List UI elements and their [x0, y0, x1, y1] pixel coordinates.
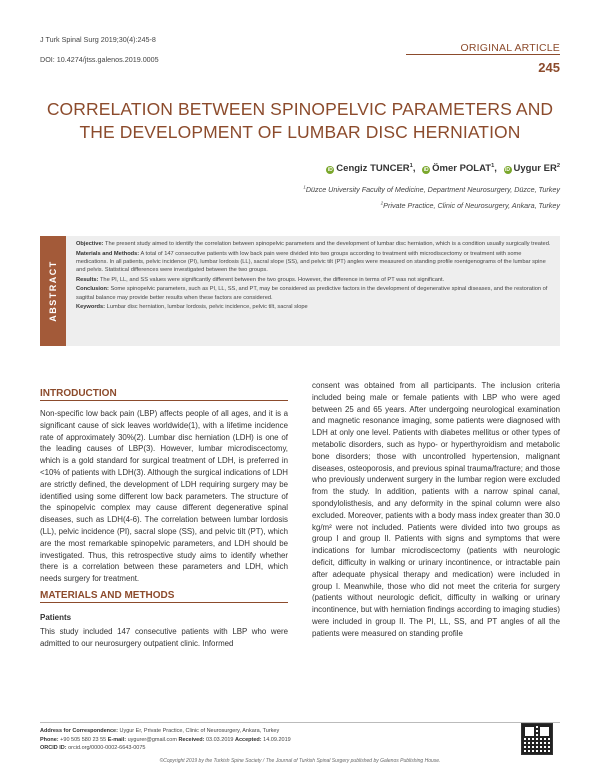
right-column-paragraph: consent was obtained from all participants. The inclusion criteria included being male or female patients with LBP who were aged between 25 and 65 years. After undergoing neurological examination and magnetic resonance imaging, some patients were diagnosed with LDH at only one level. Patients with diabetes mellitus or other types of metabolic disorders, such as hypo- or hyperthyroidism and metabolic bone disorders; those with uncontrolled hypertension, malignant diseases, osteoporosis, and previous spinal trauma/fracture; and those who previously underwent surgery in the lumbar region were excluded from the study. In addition, patients with a narrow spinal canal, spondylolisthesis, and any deformity in the spinal column were also excluded. Moreover, patients with a body mass index greater than 30.0 kg/m² were not included. Patients were divided into two groups as group I and group II. Patients with signs and symptoms that were indications for lumbar microdiscectomy (patients with neurologic deficit, difficulty in walking or urinary incontinence, or intractable pain after adequate physical therapy and medication) were included in group I. Meanwhile, those who did not meet the criteria for surgery (patients without neurologic deficit, difficulty in walking or urinary incontinence, but with herniation findings according to imaging studies) were included in group II. The PI, LL, SS, and PT angles of all the patients were measured on standing profile [312, 381, 560, 638]
introduction-rule [40, 400, 288, 401]
methods-label: Materials and Methods: [76, 250, 140, 257]
keywords-text: Lumbar disc herniation, lumbar lordosis, pelvic incidence, pelvic tilt, sacral slope [106, 304, 308, 311]
objective-label: Objective: [76, 241, 104, 247]
author-name: Uygur ER [513, 163, 557, 174]
journal-doi: DOI: 10.4274/jtss.galenos.2019.0005 [40, 55, 159, 64]
article-type: ORIGINAL ARTICLE [460, 42, 560, 54]
introduction-paragraph: Non-specific low back pain (LBP) affects people of all ages, and it is a significant cause of sick leaves worldwide(1), with a lifetime incidence rate of approximately 30%(2). Lumbar disc herniation (LDH) is one of the leading causes of LBP(3). However, lumbar microdiscectomy, which is a gold standard for surgical treatment of LDH, is preferred in <10% of patients with LDH(3). Although the surgical indications of LDH are strictly defined, the development of LDH requiring surgery may be identified using some different low back parameters. The structure of the spinopelvic complex may cause different degenerative spinal diseases, such as LDH(4-6). The correlation between lumbar lordosis (LL), pelvic incidence (PI), sacral slope (SS), and pelvic tilt (PT), which are the most remarkable spinopelvic parameters, and LDH should be investigated. Thus, this retrospective study aims to identify whether there is a correlation between these parameters and LDH, which needs surgery for treatment. [40, 409, 288, 584]
orcid-icon[interactable]: iD [423, 167, 429, 173]
journal-citation: J Turk Spinal Surg 2019;30(4):245-8 [40, 35, 156, 44]
article-type-block [461, 42, 560, 75]
results-label: Results: [76, 276, 99, 283]
results-text: The PI, LL, and SS values were significantly different between the two groups. However, the difference in terms of PT was not significant. [99, 276, 445, 283]
affiliation-text: Düzce University Faculty of Medicine, Department Neurosurgery, Düzce, Turkey [305, 185, 560, 194]
abstract-tab-label: ABSTRACT [48, 260, 58, 322]
conclusion-label: Conclusion: [76, 286, 109, 293]
corr-text: Uygur Er, Private Practice, Clinic of Neurosurgery, Ankara, Turkey [119, 728, 280, 734]
affiliation-2 [381, 201, 560, 210]
orcid-icon[interactable]: iD [327, 167, 333, 173]
abstract-text [76, 240, 552, 313]
title-line-1: CORRELATION BETWEEN SPINOPELVIC PARAMETERS AND [46, 99, 554, 119]
correspondence-block [40, 727, 291, 753]
patients-paragraph: This study included 147 consecutive patients with LBP who were admitted to our neurosurgery outpatient clinic. Informed [40, 627, 288, 648]
author-aff: 1 [491, 162, 495, 169]
phone-text: +90 505 580 23 55 [60, 736, 107, 743]
methods-rule [40, 602, 288, 603]
methods-text: A total of 147 consecutive patients with low back pain were divided into two groups according to treatment with microdiscectomy or treatment with some medications. In all patients, pelvic incidence (PI), lumbar lordosis (LL), sacral slope (SS), and pelvic tilt (PT) angles were measured on standing profile roentgenograms of the lumbar spine and pelvis. Statistical differences were investigated between the two groups. [76, 250, 546, 274]
received-label: Received: [178, 736, 205, 743]
phone-label: Phone: [40, 736, 59, 743]
qr-code[interactable] [521, 723, 553, 755]
conclusion-text: Some spinopelvic parameters, such as PI, LL, SS, and PT, may be considered as predictive factors in the development of degenerative spinal diseases, and the restoration of sagittal balance may provide better results when these factors are considered. [76, 286, 548, 301]
author-name: Cengiz TUNCER [336, 163, 410, 174]
author-aff: 1 [409, 162, 413, 169]
author-list: iD Cengiz TUNCER$^1$, iD Ömer POLAT$^1$, iD Uygur $ER^2$ [327, 162, 560, 174]
accepted-label: Accepted: [235, 736, 262, 743]
email-link[interactable]: uygurer@gmail.com [127, 736, 177, 743]
page-number: 245 [538, 60, 560, 75]
orcid-link[interactable]: orcid.org/0000-0002-6643-0075 [68, 745, 146, 751]
patients-subheading: Patients [40, 613, 72, 622]
keywords-label: Keywords: [76, 304, 106, 311]
author-aff: 2 [556, 162, 560, 169]
copyright-notice: ©Copyright 2019 by the Turkish Spine Society / The Journal of Turkish Spinal Surgery published by Galenos Publishing House. [159, 758, 441, 764]
title-line-2: THE DEVELOPMENT OF LUMBAR DISC HERNIATION [79, 122, 521, 142]
orcid-icon[interactable]: iD [505, 167, 511, 173]
accepted-date: 14.09.2019 [263, 736, 291, 743]
affiliation-num: 1 [303, 184, 306, 190]
methods-heading: MATERIALS AND METHODS [40, 590, 175, 601]
introduction-heading: INTRODUCTION [40, 388, 117, 399]
corr-label: Address for Correspondence: [40, 728, 118, 734]
affiliation-num: 2 [380, 200, 384, 206]
received-date: 03.03.2019 [205, 736, 234, 743]
footer-rule [40, 722, 560, 723]
article-title [40, 98, 560, 144]
abstract-tab [40, 236, 66, 346]
author-name: Ömer POLAT [432, 163, 492, 174]
orcid-label: ORCID ID: [40, 745, 67, 751]
email-label: E-mail: [107, 736, 127, 743]
objective-text: The present study aimed to identify the correlation between spinopelvic parameters and the development of lumbar disc herniation, which is a condition usually surgically treated. [104, 241, 551, 247]
affiliation-text: Private Practice, Clinic of Neurosurgery, Ankara, Turkey [383, 201, 560, 210]
affiliation-1 [303, 185, 560, 194]
journal-header [40, 34, 159, 65]
